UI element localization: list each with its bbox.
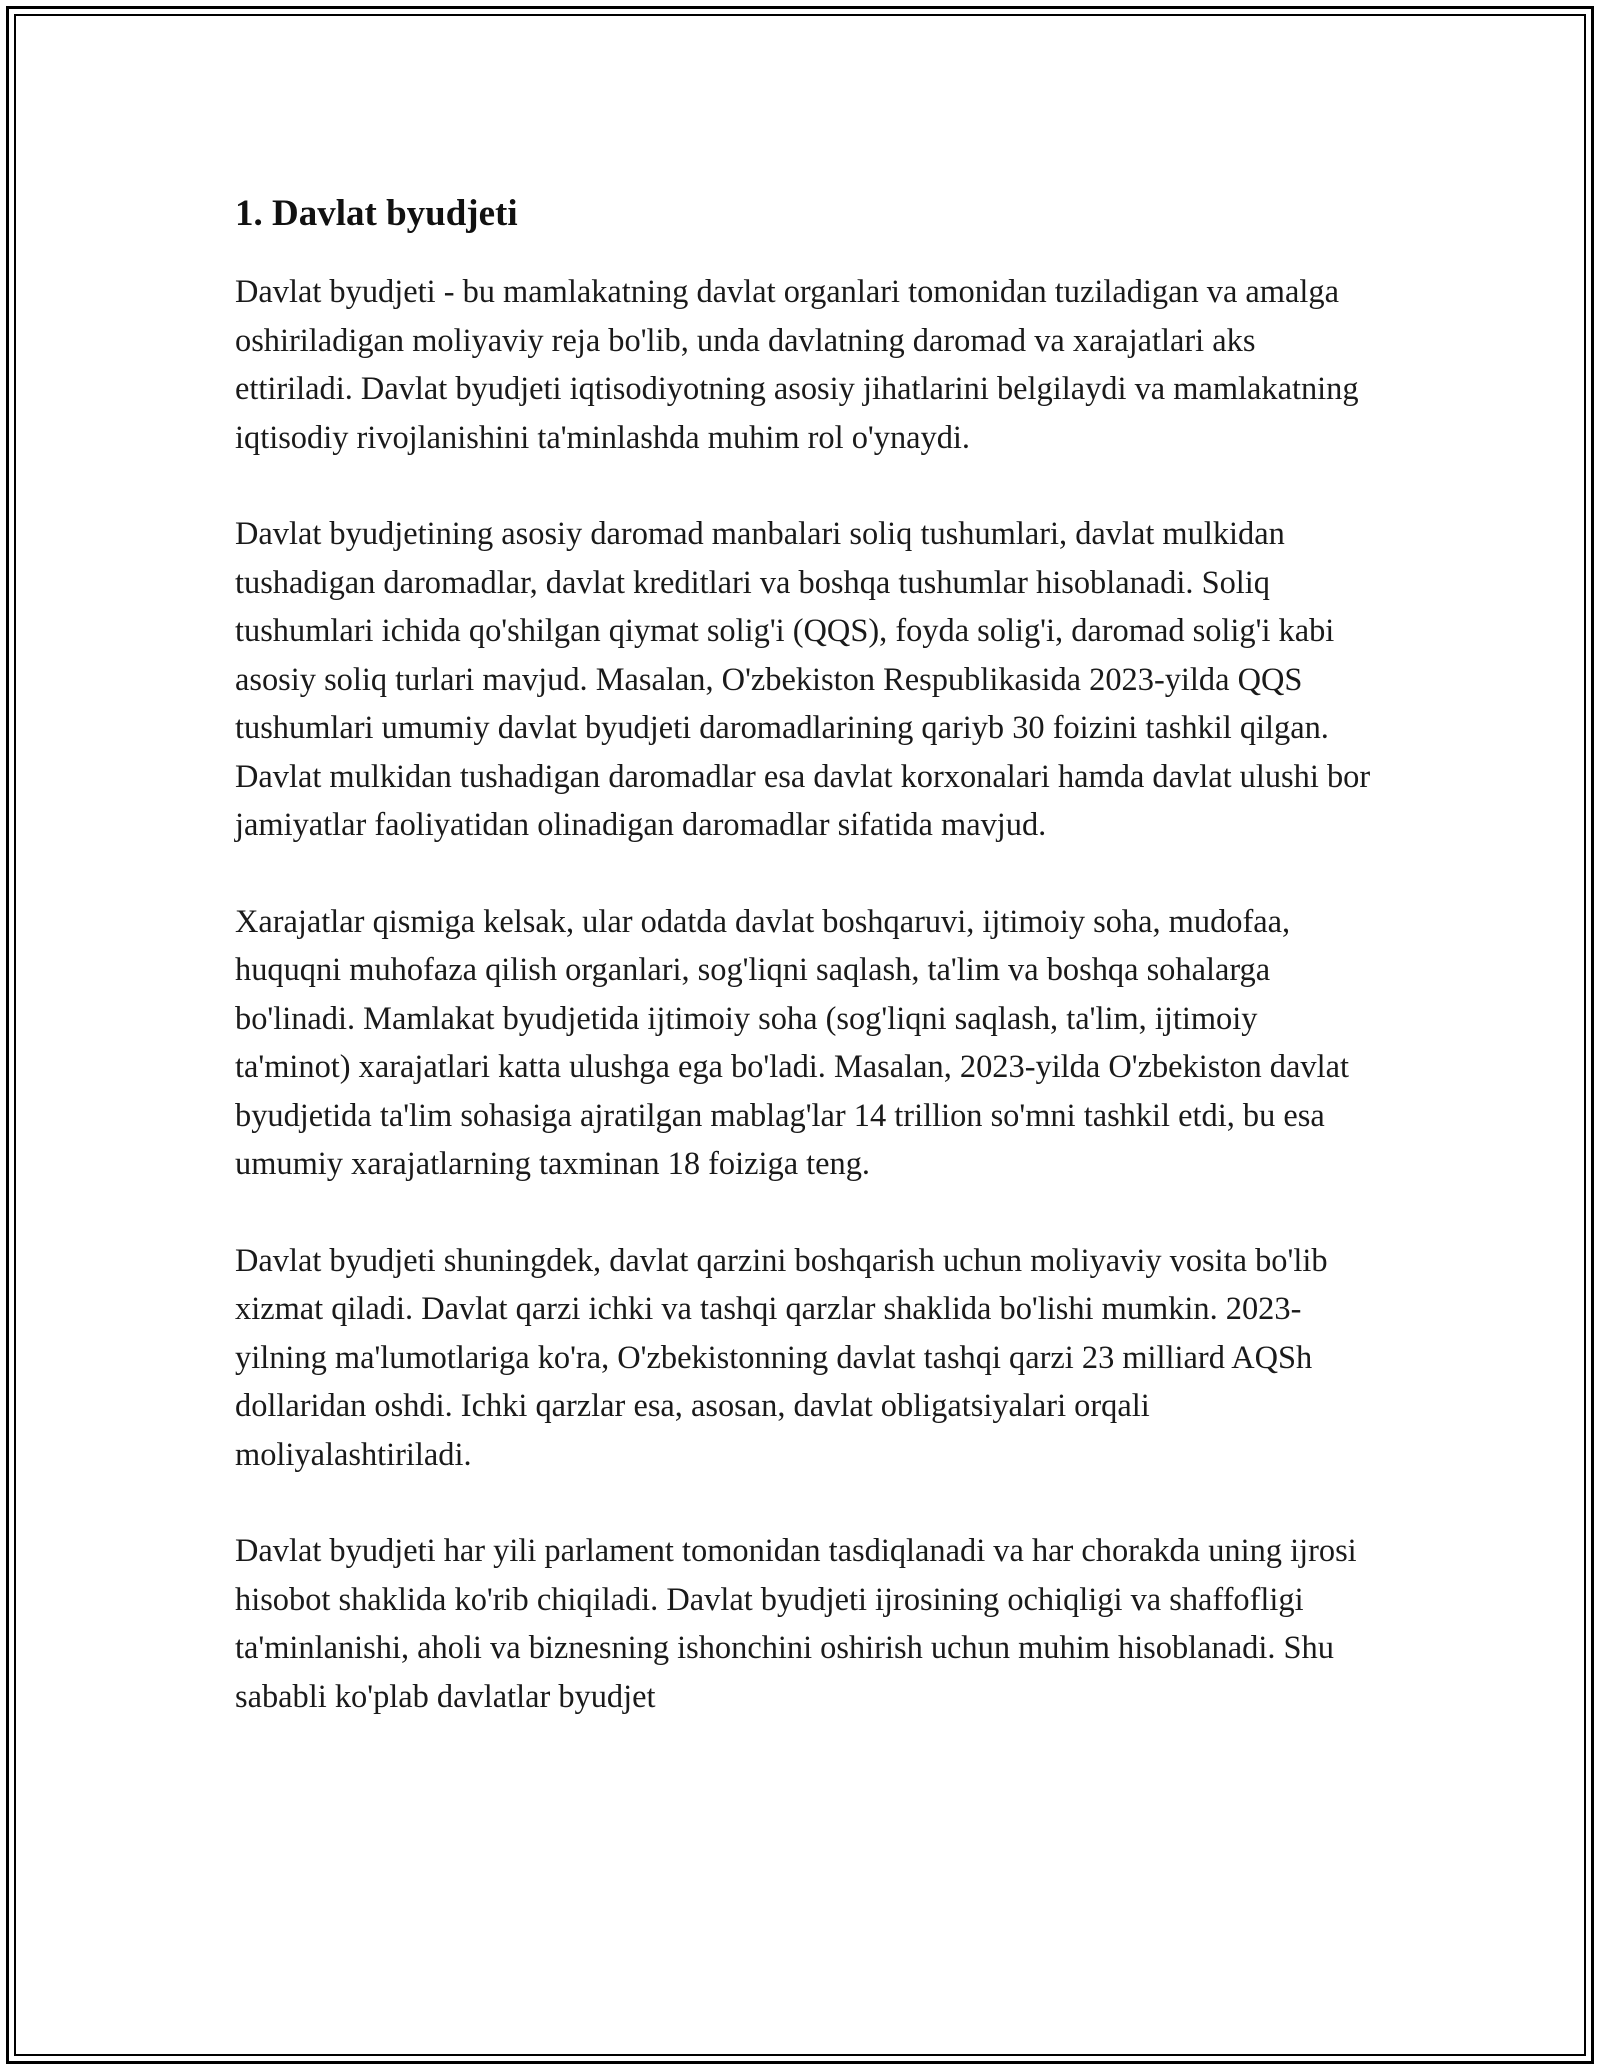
paragraph-definition: Davlat byudjeti - bu mamlakatning davlat organlari tomonidan tuziladigan va amalga oshiriladigan moliyaviy reja bo'lib, unda davlatning daromad va xarajatlari aks ettiriladi. Davlat byudjeti iqtisodiyotning asosiy jihatlarini belgilaydi va mamlakatning iqtisodiy rivojlanishini ta'minlashda muhim rol o'ynaydi. [235,274,1359,456]
paragraph-revenue-sources: Davlat byudjetining asosiy daromad manbalari soliq tushumlari, davlat mulkidan tushadigan daromadlar, davlat kreditlari va boshqa tushumlar hisoblanadi. Soliq tushumlari ichida qo'shilgan qiymat solig'i (QQS), foyda solig'i, daromad solig'i kabi asosiy soliq turlari mavjud. Masalan, O'zbekiston Respublikasida 2023-yilda QQS tushumlari umumiy davlat byudjeti daromadlarining qariyb 30 foizini tashkil qilgan. Davlat mulkidan tushadigan daromadlar esa davlat korxonalari hamda davlat ulushi bor jamiyatlar faoliyatidan olinadigan daromadlar sifatida mavjud. [235,516,1371,843]
paragraph-budget-approval: Davlat byudjeti har yili parlament tomonidan tasdiqlanadi va har chorakda uning ijrosi hisobot shaklida ko'rib chiqiladi. Davlat byudjeti ijrosining ochiqligi va shaffofligi ta'minlanishi, aholi va biznesning ishonchini oshirish uchun muhim hisoblanadi. Shu sababli ko'plab davlatlar byudjet [235,1533,1357,1715]
paragraph-expenditures: Xarajatlar qismiga kelsak, ular odatda davlat boshqaruvi, ijtimoiy soha, mudofaa, huquqni muhofaza qilish organlari, sog'liqni saqlash, ta'lim va boshqa sohalarga bo'linadi. Mamlakat byudjetida ijtimoiy soha (sog'liqni saqlash, ta'lim, ijtimoiy ta'minot) xarajatlari katta ulushga ega bo'ladi. Masalan, 2023-yilda O'zbekiston davlat byudjetida ta'lim sohasiga ajratilgan mablag'lar 14 trillion so'mni tashkil etdi, bu esa umumiy xarajatlarning taxminan 18 foiziga teng. [235,903,1349,1182]
section-title: 1. Davlat byudjeti [235,193,518,234]
paragraph-public-debt: Davlat byudjeti shuningdek, davlat qarzini boshqarish uchun moliyaviy vosita bo'lib xizmat qiladi. Davlat qarzi ichki va tashqi qarzlar shaklida bo'lishi mumkin. 2023-yilning ma'lumotlariga ko'ra, O'zbekistonning davlat tashqi qarzi 23 milliard AQSh dollaridan oshdi. Ichki qarzlar esa, asosan, davlat obligatsiyalari orqali moliyalashtiriladi. [235,1242,1328,1473]
document-body [235,186,1375,1769]
